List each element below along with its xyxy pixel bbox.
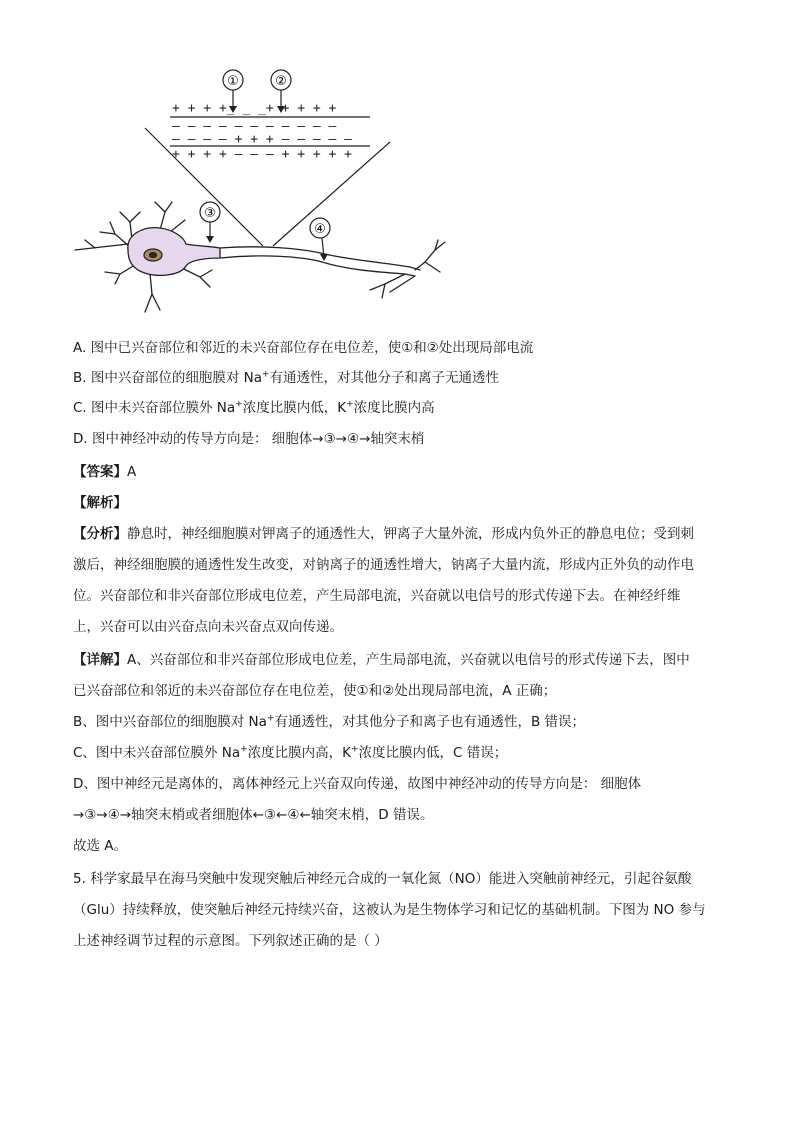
- detail-line-c: [73, 743, 507, 763]
- option-d: D. 图中神经冲动的传导方向是： 细胞体→③→④→轴突末梢: [73, 431, 425, 447]
- analysis-text-1: 静息时，神经细胞膜对钾离子的通透性大，钾离子大量外流，形成内负外正的静息电位；受到刺: [127, 526, 694, 542]
- detail-tag: 【详解】: [73, 652, 127, 668]
- label-3: ③: [204, 206, 216, 221]
- option-a: A. 图中已兴奋部位和邻近的未兴奋部位存在电位差，使①和②处出现局部电流: [73, 340, 534, 356]
- charge-row-2: – – – – – – – – – – –: [172, 119, 337, 134]
- option-c-text-1: C. 图中未兴奋部位膜外 Na: [73, 400, 236, 416]
- option-c-text-2: 浓度比膜内低，K: [242, 400, 347, 416]
- detail-b-text-1: B、图中兴奋部位的细胞膜对 Na: [73, 714, 267, 730]
- detail-c-sup-2: +: [351, 744, 359, 755]
- neuron-diagram: [60, 62, 460, 332]
- label-2: ②: [275, 74, 287, 89]
- detail-b-text-2: 有通透性，对其他分子和离子也有通透性，B 错误；: [274, 714, 586, 730]
- option-b-sup: +: [262, 369, 270, 380]
- charge-row-3: – – – – + + + – – – – –: [172, 132, 353, 147]
- label-1: ①: [227, 74, 239, 89]
- analysis-line-3: 位。兴奋部位和非兴奋部位形成电位差，产生局部电流，兴奋就以电信号的形式传递下去。在神经纤维: [73, 588, 681, 604]
- charge-row-4: + + + + – – – + + + + +: [172, 147, 353, 162]
- option-b: [73, 368, 499, 388]
- option-b-text-2: 有通透性，对其他分子和离子无通透性: [269, 370, 500, 386]
- detail-line-2: 已兴奋部位和邻近的未兴奋部位存在电位差，使①和②处出现局部电流，A 正确；: [73, 683, 557, 699]
- analysis-line-1: [73, 524, 694, 544]
- option-c-sup-2: +: [346, 399, 354, 410]
- option-c-sup-1: +: [235, 399, 243, 410]
- neuron: [75, 202, 445, 312]
- analysis-heading: 【解析】: [73, 495, 127, 511]
- question-5-line-2: （Glu）持续释放，使突触后神经元持续兴奋，这被认为是生物体学习和记忆的基础机制。下图为 NO 参与: [73, 902, 706, 918]
- detail-c-text-2: 浓度比膜内高，K: [247, 745, 351, 761]
- detail-line-d1: D、图中神经元是离体的，离体神经元上兴奋双向传递，故图中神经冲动的传导方向是： 细胞体: [73, 776, 642, 792]
- answer-line: [73, 462, 136, 482]
- analysis-line-2: 激后，神经细胞膜的通透性发生改变，对钠离子的通透性增大，钠离子大量内流，形成内正外负的动作电: [73, 557, 694, 573]
- detail-c-text-3: 浓度比膜内低，C 错误；: [358, 745, 508, 761]
- detail-c-text-1: C、图中未兴奋部位膜外 Na: [73, 745, 241, 761]
- answer-tag: 【答案】: [73, 464, 127, 480]
- detail-line-1: [73, 650, 690, 670]
- membrane-charge-panel: [170, 101, 370, 162]
- charge-row-1: + + + +_ _ _+ + + + +: [172, 101, 337, 116]
- option-c: [73, 398, 435, 418]
- conclusion: 故选 A。: [73, 838, 128, 854]
- detail-c-sup-1: +: [240, 744, 248, 755]
- question-5-line-1: 5. 科学家最早在海马突触中发现突触后神经元合成的一氧化氮（NO）能进入突触前神经元，引起谷氨酸: [73, 871, 692, 887]
- label-3-marker: [200, 202, 220, 243]
- analysis-tag: 【分析】: [73, 526, 127, 542]
- label-4: ④: [314, 222, 326, 237]
- analysis-line-4: 上，兴奋可以由兴奋点向未兴奋点双向传递。: [73, 619, 343, 635]
- detail-line-b: [73, 712, 585, 732]
- detail-text-1: A、兴奋部位和非兴奋部位形成电位差，产生局部电流，兴奋就以电信号的形式传递下去，图中: [127, 652, 690, 668]
- option-b-text-1: B. 图中兴奋部位的细胞膜对 Na: [73, 370, 263, 386]
- detail-b-sup: +: [266, 713, 275, 724]
- answer-value: A: [127, 464, 137, 480]
- question-5-line-3: 上述神经调节过程的示意图。下列叙述正确的是（ ）: [73, 933, 388, 949]
- detail-line-d2: →③→④→轴突末梢或者细胞体←③←④←轴突末梢，D 错误。: [73, 807, 434, 823]
- option-c-text-3: 浓度比膜内高: [353, 400, 435, 416]
